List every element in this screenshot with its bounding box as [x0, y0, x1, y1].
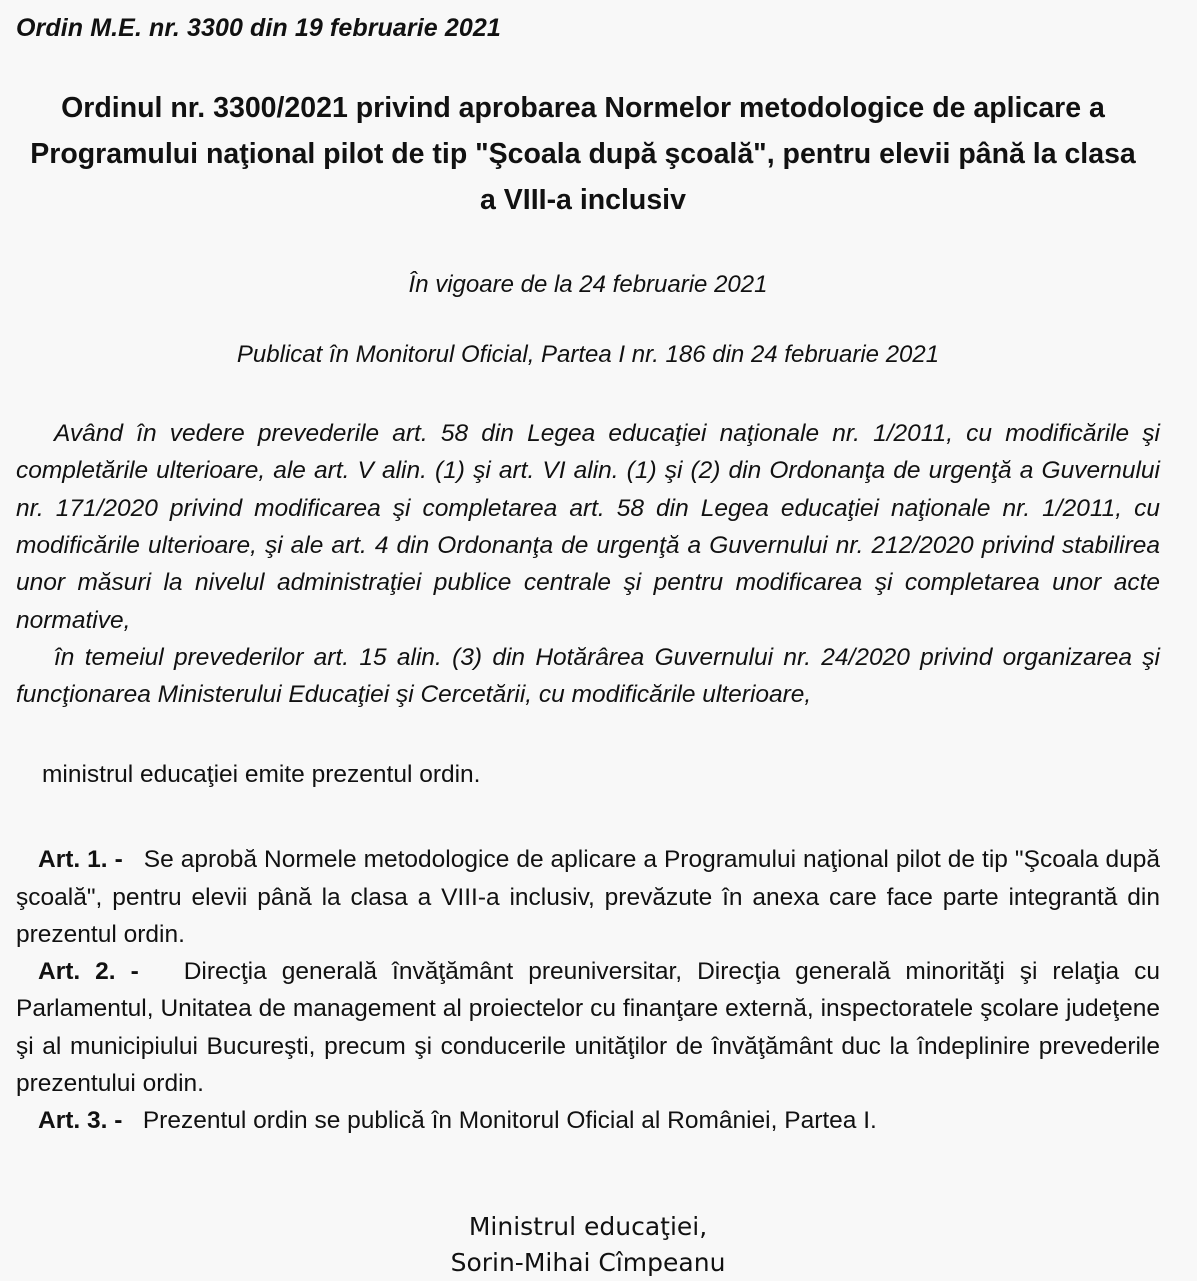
article-label: Art. 1. — [38, 846, 108, 874]
article-paragraph — [16, 1102, 1160, 1139]
article-separator: - — [114, 846, 123, 874]
article-label: Art. 2. — [38, 958, 116, 986]
page-title: Ordinul nr. 3300/2021 privind aprobarea Normelor metodologice de aplicare a Programului naţional pilot de tip "Şcoala după şcoală", pentru elevii până la clasa a VIII-a inclusiv — [30, 92, 1136, 217]
preamble-paragraph: în temeiul prevederilor art. 15 alin. (3) din Hotărârea Guvernului nr. 24/2020 privind organizarea şi funcţionarea Ministerului Educaţiei şi Cercetării, cu modificările ulterioare, — [16, 644, 1160, 709]
article-text: Se aprobă Normele metodologice de aplicare a Programului naţional pilot de tip "Şcoala după şcoală", pentru elevii până la clasa a VIII-a inclusiv, prevăzute în anexa care face parte integrantă din prezentul ordin. — [16, 846, 1161, 948]
preamble-block — [16, 415, 1160, 714]
document-header-reference: Ordin M.E. nr. 3300 din 19 februarie 2021 — [16, 14, 501, 42]
signature-block — [16, 1209, 1160, 1281]
article-text: Prezentul ordin se publică în Monitorul Oficial al României, Partea I. — [142, 1107, 877, 1135]
in-force-date: În vigoare de la 24 februarie 2021 — [408, 271, 768, 299]
preamble-paragraph: Având în vedere prevederile art. 58 din Legea educaţiei naţionale nr. 1/2011, cu modificările şi completările ulterioare, ale art. V alin. (1) şi art. VI alin. (1) şi (2) din Ordonanţa de urgenţă a Guvernului nr. 171/2020 privind modificarea şi completarea art. 58 din Legea educaţiei naţionale nr. 1/2011, cu modificările ulterioare, şi ale art. 4 din Ordonanţa de urgenţă a Guvernului nr. 212/2020 privind stabilirea unor măsuri la nivelul administraţiei publice centrale şi pentru modificarea şi completarea unor acte normative, — [16, 419, 1160, 634]
signatory-role: Ministrul educaţiei, — [468, 1212, 708, 1242]
article-text: Direcţia generală învăţământ preuniversitar, Direcţia generală minorităţi şi relaţia cu Parlamentul, Unitatea de management al proiectelor cu finanţare externă, inspectoratele şcolare judeţene şi al municipiului Bucureşti, precum şi conducerile unităţilor de învăţământ duc la îndeplinire prevederile prezentului ordin. — [16, 958, 1161, 1097]
signatory-name: Sorin-Mihai Cîmpeanu — [450, 1248, 726, 1278]
article-label: Art. 3. — [38, 1107, 108, 1135]
articles-block — [16, 841, 1160, 1139]
publication-reference: Publicat în Monitorul Oficial, Partea I nr. 186 din 24 februarie 2021 — [236, 340, 940, 368]
article-paragraph — [16, 841, 1160, 953]
article-separator: - — [114, 1107, 123, 1135]
enacting-statement: ministrul educaţiei emite prezentul ordin. — [42, 760, 481, 788]
article-paragraph — [16, 953, 1160, 1102]
article-separator: - — [130, 958, 139, 986]
